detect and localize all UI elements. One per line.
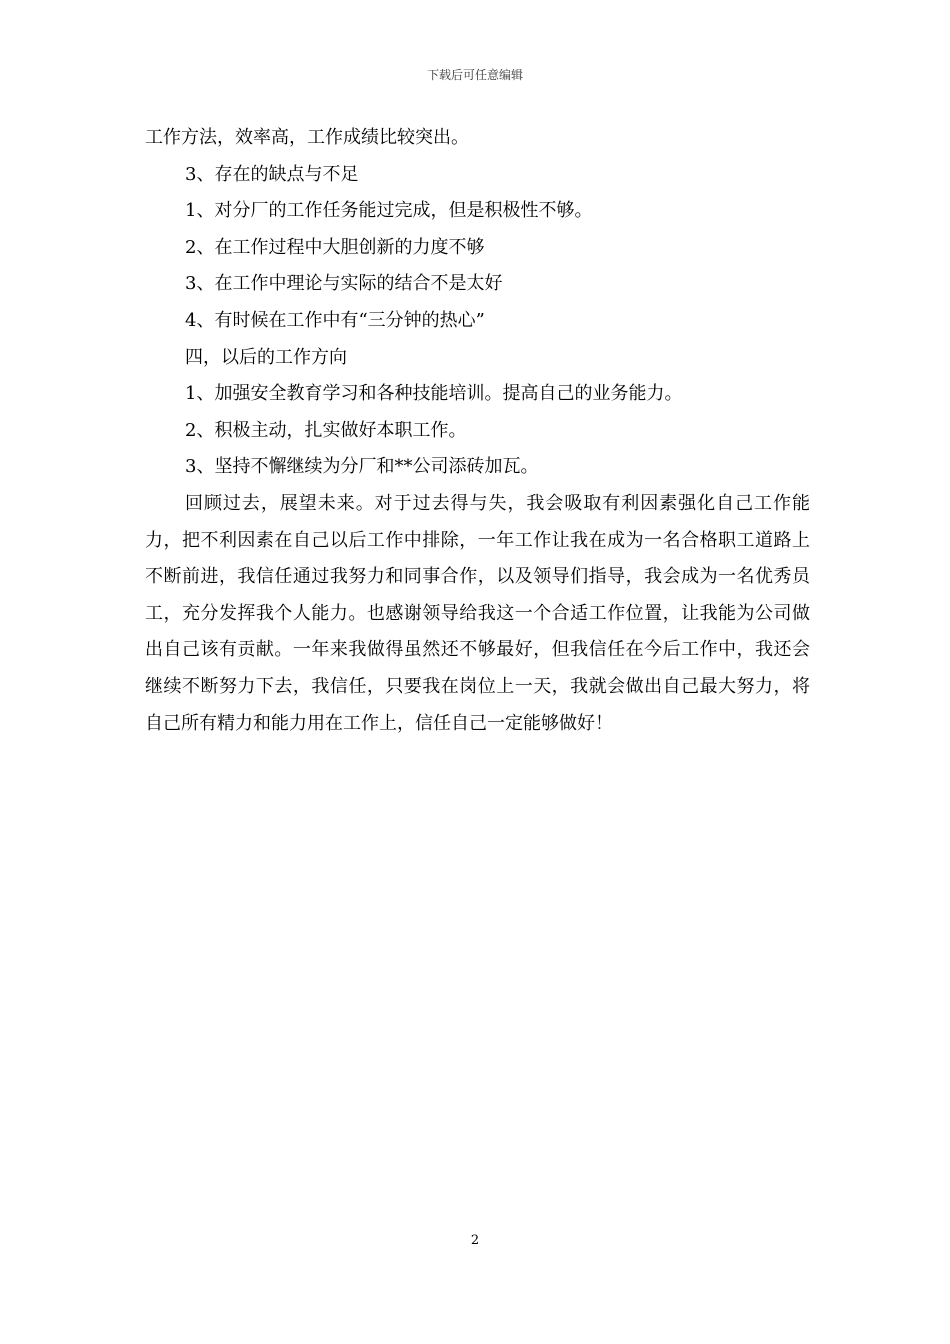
list-item: 3、坚持不懈继续为分厂和**公司添砖加瓦。 bbox=[185, 456, 539, 478]
list-item: 3、在工作中理论与实际的结合不是太好 bbox=[185, 273, 503, 295]
list-item: 1、对分厂的工作任务能过完成，但是积极性不够。 bbox=[185, 200, 593, 222]
page-number: 2 bbox=[470, 1233, 480, 1248]
section-heading-shortcomings: 3、存在的缺点与不足 bbox=[185, 163, 359, 185]
closing-paragraph: 回顾过去，展望未来。对于过去得与失，我会吸取有利因素强化自己工作能力，把不利因素在自己以后工作中排除，一年工作让我在成为一名合格职工道路上不断前进，我信任通过我努力和同事合作，以及领导们指导，我会成为一名优秀员工，充分发挥我个人能力。也感谢领导给我这一个合适工作位置，让我能为公司做出自己该有贡献。一年来我做得虽然还不够最好，但我信任在今后工作中，我还会继续不断努力下去，我信任，只要我在岗位上一天，我就会做出自己最大努力，将自己所有精力和能力用在工作上，信任自己一定能够做好！ bbox=[145, 492, 810, 734]
document-body bbox=[145, 120, 810, 742]
section-heading-future-direction: 四，以后的工作方向 bbox=[185, 346, 347, 368]
text-line: 工作方法，效率高，工作成绩比较突出。 bbox=[145, 127, 469, 148]
list-item: 4、有时候在工作中有“三分钟的热心” bbox=[185, 309, 485, 331]
list-item: 1、加强安全教育学习和各种技能培训。提高自己的业务能力。 bbox=[185, 383, 683, 405]
list-item: 2、在工作过程中大胆创新的力度不够 bbox=[185, 236, 485, 258]
list-item: 2、积极主动，扎实做好本职工作。 bbox=[185, 419, 467, 441]
page-header: 下载后可任意编辑 bbox=[426, 68, 523, 82]
